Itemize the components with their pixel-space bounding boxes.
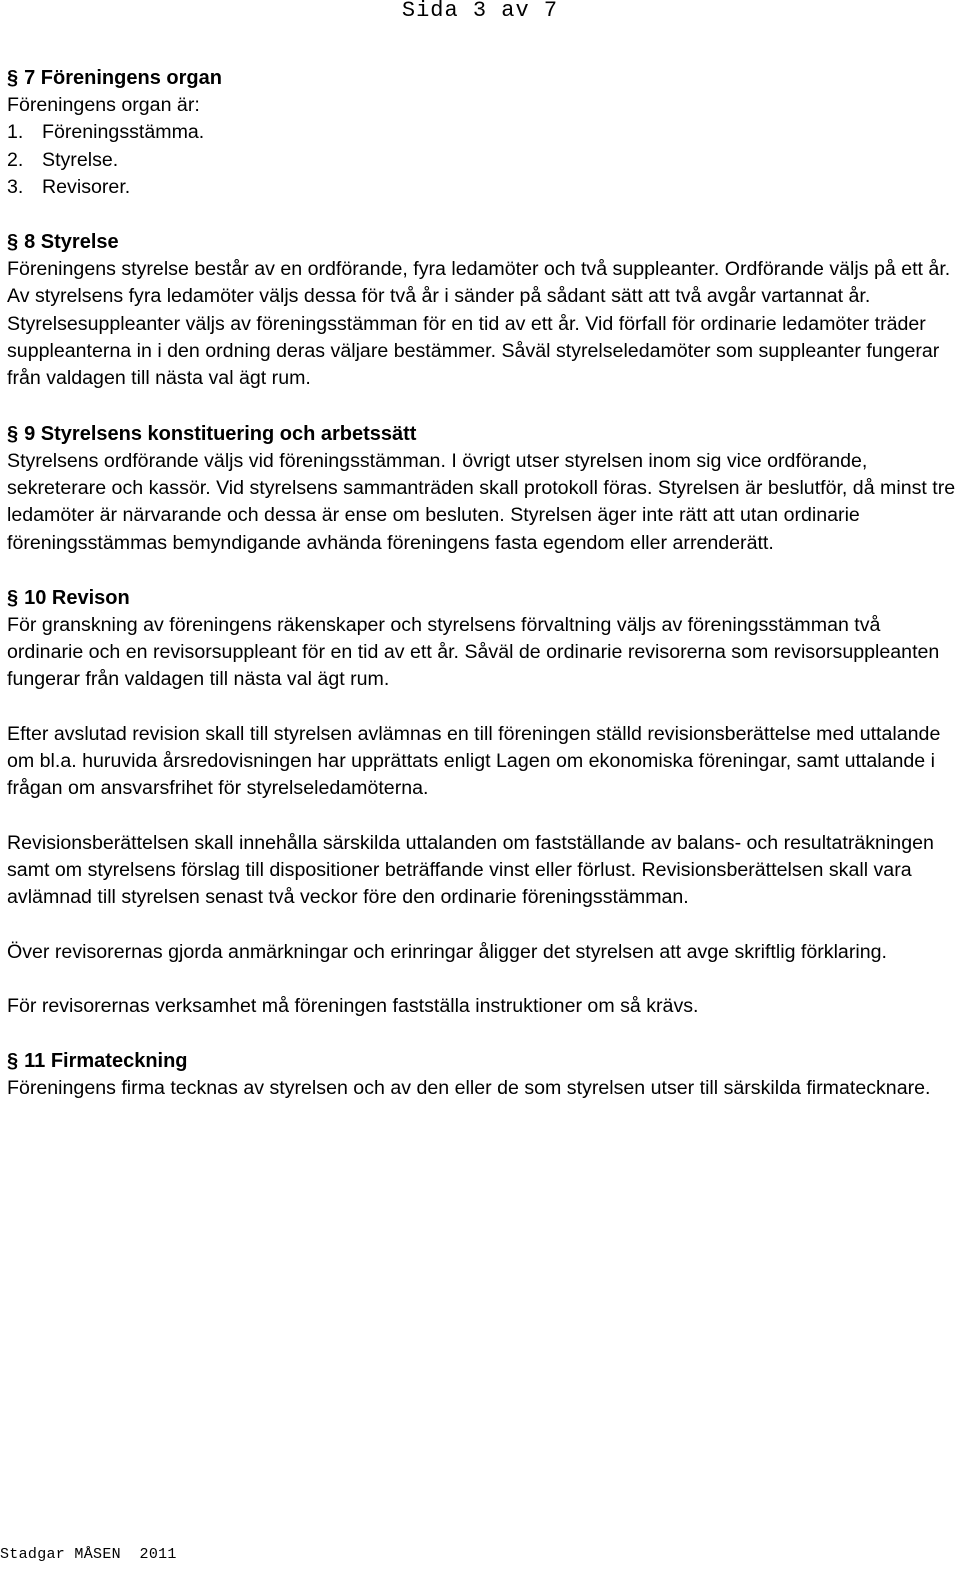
document-body: [7, 64, 957, 1102]
paragraph-sign-icon: §: [7, 1050, 19, 1073]
section-paragraph: För revisorernas verksamhet må föreningen fastställa instruktioner om så krävs.: [7, 994, 699, 1017]
section-title: 8 Styrelse: [24, 231, 119, 254]
section-heading: [7, 1047, 957, 1075]
spacer: [7, 1020, 957, 1047]
paragraph-sign-icon: §: [7, 422, 19, 445]
section-heading: [7, 228, 957, 256]
list-item: [7, 119, 957, 146]
section-10: [7, 584, 957, 1020]
paragraph-sign-icon: §: [7, 231, 19, 254]
section-paragraph: Revisionsberättelsen skall innehålla särskilda uttalanden om fastställande av balans- och resultaträkningen samt om styrelsens förslag till dispositioner beträffande vinst eller förlust. Revisionsberättelsen skall vara avlämnad till styrelsen senast två veckor före den ordinarie föreningsstämman.: [7, 831, 934, 909]
page-header: [0, 0, 960, 22]
section-7: [7, 64, 957, 201]
paragraph-sign-icon: §: [7, 67, 19, 89]
list-item-number: 2.: [7, 148, 24, 171]
spacer: [7, 557, 957, 584]
section-heading: [7, 420, 957, 448]
section-paragraph: Föreningens firma tecknas av styrelsen och av den eller de som styrelsen utser till särskilda firmatecknare.: [7, 1077, 931, 1100]
spacer: [7, 393, 957, 420]
section-paragraph: Över revisorernas gjorda anmärkningar och erinringar åligger det styrelsen att avge skriftlig förklaring.: [7, 940, 887, 963]
section-9: [7, 420, 957, 557]
section-11: [7, 1047, 957, 1102]
list-item-text: Revisorer.: [42, 175, 131, 198]
section-title: 9 Styrelsens konstituering och arbetssätt: [24, 422, 417, 445]
list-item-text: Styrelse.: [42, 148, 119, 171]
section-8: [7, 228, 957, 392]
section-heading: [7, 584, 957, 612]
section-paragraph: Styrelsens ordförande väljs vid föreningsstämman. I övrigt utser styrelsen inom sig vice ordförande, sekreterare och kassör. Vid styrelsens sammanträden skall protokoll föras. Styrelsen är beslutför, då minst tre ledamöter är närvarande och dessa är ense om besluten. Styrelsen äger inte rätt att utan ordinarie föreningsstämmas bemyndigande avhända föreningens fasta egendom eller arrenderätt.: [7, 449, 956, 554]
current-page-number: 3: [472, 0, 488, 23]
section-title: 10 Revison: [24, 586, 130, 609]
spacer: [7, 201, 957, 228]
paragraph-sign-icon: §: [7, 586, 19, 609]
section-paragraph: För granskning av föreningens räkenskaper och styrelsens förvaltning väljs av föreningsstämman två ordinarie och en revisorsuppleant för en tid av ett år. Såväl de ordinarie revisorerna som revisorsuppleanten fungerar från valdagen till nästa val ägt rum.: [7, 613, 940, 691]
spacer: [7, 694, 957, 721]
total-pages-number: 7: [543, 0, 559, 23]
organ-list: [7, 119, 957, 201]
section-paragraph: Efter avslutad revision skall till styrelsen avlämnas en till föreningen ställd revisionsberättelse med uttalande om bl.a. huruvida årsredovisningen har upprättats enligt Lagen om ekonomiska föreningar, samt uttalande i frågan om ansvarsfrihet för styrelseledamöterna.: [7, 722, 941, 800]
page-footer: Stadgar MÅSEN 2011: [0, 1546, 177, 1563]
list-item-number: 3.: [7, 175, 24, 198]
list-item: [7, 174, 957, 201]
list-item-text: Föreningsstämma.: [42, 121, 205, 144]
spacer: [7, 803, 957, 830]
page-of-word: av: [501, 0, 530, 23]
list-item: [7, 147, 957, 174]
section-title: 11 Firmateckning: [24, 1050, 188, 1073]
section-intro: Föreningens organ är:: [7, 94, 200, 116]
list-item-number: 1.: [7, 121, 24, 144]
spacer: [7, 912, 957, 939]
spacer: [7, 966, 957, 993]
section-paragraph: Föreningens styrelse består av en ordförande, fyra ledamöter och två suppleanter. Ordförande väljs på ett år. Av styrelsens fyra ledamöter väljs dessa för två år i sänder på sådant sätt att två avgår vartannat år. Styrelsesuppleanter väljs av föreningsstämman för en tid av ett år. Vid förfall för ordinarie ledamöter träder suppleanterna in i den ordning deras väljare bestämmer. Såväl styrelseledamöter som suppleanter fungerar från valdagen till nästa val ägt rum.: [7, 258, 951, 390]
page-word: Sida: [401, 0, 459, 23]
section-title: 7 Föreningens organ: [24, 67, 222, 89]
section-heading: [7, 64, 957, 92]
